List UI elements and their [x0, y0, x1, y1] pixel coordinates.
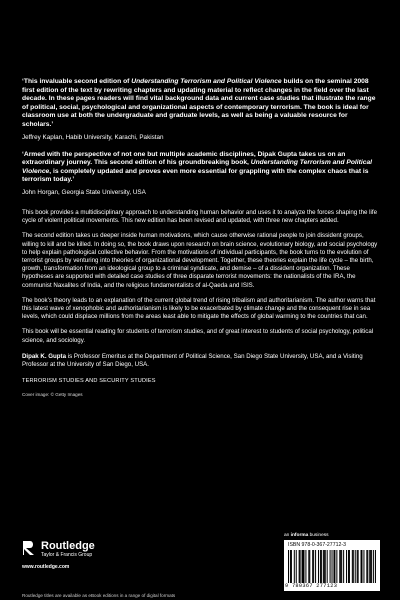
barcode-bar [339, 550, 340, 583]
barcode-bar [309, 550, 310, 583]
author-bio-text: is Professor Emeritus at the Department of Political Science, San Diego State University, USA, and a Visiting Professor at the University of San Diego, USA. [22, 352, 363, 368]
author-bio [22, 353, 378, 369]
isbn-label: ISBN 978-0-367-27712-3 [288, 542, 346, 548]
cover-image-credit: Cover image: © Getty Images [22, 392, 83, 398]
quote-text-part: ‘Armed with the perspective of not one but multiple academic disciplines, Dipak Gupta takes us on an extraordinary journey. This second edition of his groundbreaking book, [22, 150, 346, 167]
barcode-bar [321, 550, 322, 583]
quote-text-part: , is completely updated and proves even more essential for grappling with the complex chaos that is terrorism today.’ [22, 167, 369, 184]
barcode-bar [294, 550, 295, 583]
barcode-bar [361, 550, 362, 583]
barcode-bar [363, 550, 364, 583]
barcode-icon [288, 550, 376, 583]
quote-text-part: builds on the seminal 2008 first edition of the text by rewriting chapters and updating material to reflect changes in the field over the last decade. In these pages readers will find vital background data and current case studies that illustrate the range of political, social, psychological and organizational aspects of contemporary terrorism. The book is ideal for classroom use at both the undergraduate and graduate levels, as well as being a valuable resource for scholars.’ [22, 78, 376, 128]
description-paragraph-2: The second edition takes us deeper inside human motivations, which cause otherwise rational people to join dissident groups, willing to kill and be killed. In doing so, the book draws upon research on brain science, evolutionary biology, and social psychology to help explain pathological collective behavior. From the motivations of individual participants, the book turns to the evolution of terrorist groups by venturing into theories of organizational development. Together, these theories explain the life cycle – the birth, growth, transformation from an ideological group to a criminal syndicate, and demise – of a dissident organization. These hypotheses are supported with detailed case studies of three disparate terrorist movements: the nationalists of the IRA, the communist Naxalites of India, and the religious fundamentalists of al-Qaeda and ISIS. [22, 232, 378, 289]
ebook-note: Routledge titles are available as eBook editions in a range of digital formats [22, 593, 176, 598]
barcode-bar [288, 550, 289, 583]
barcode-bar [303, 550, 304, 583]
barcode-bar [296, 550, 297, 583]
publisher-name: Routledge [41, 540, 95, 552]
quote-attribution: Jeffrey Kaplan, Habib University, Karachi, Pakistan [22, 133, 164, 141]
endorsement-quote-1 [22, 78, 378, 142]
barcode-bar [375, 550, 376, 583]
barcode-bar [373, 550, 374, 583]
barcode-bar [369, 550, 370, 583]
informa-brand: informa [290, 533, 309, 538]
quote-book-title: Understanding Terrorism and Political Violence [131, 78, 282, 85]
barcode-bar [366, 550, 367, 583]
quote-text [22, 151, 378, 185]
publisher-url: www.routledge.com [22, 564, 70, 570]
endorsement-quote-2 [22, 151, 378, 197]
barcode-bar [315, 550, 316, 583]
barcode-bar [327, 550, 328, 583]
barcode-bar [357, 550, 358, 583]
barcode-bar [333, 550, 334, 583]
barcode-bar [352, 550, 353, 583]
barcode-bar [313, 550, 314, 583]
barcode-bar [330, 550, 331, 583]
isbn-barcode-box [284, 540, 380, 591]
barcode-bar [346, 550, 347, 583]
barcode-bar [370, 550, 371, 583]
barcode-bar [343, 550, 344, 583]
barcode-bar [358, 550, 359, 583]
quote-book-title: Understanding Terrorism and Political Violence [22, 159, 373, 175]
barcode-bar [371, 550, 372, 583]
publisher-block [22, 540, 95, 570]
barcode-bar [318, 550, 319, 583]
barcode-bar [324, 550, 325, 583]
quote-text-part: ‘This invaluable second edition of [22, 78, 132, 85]
barcode-bar [320, 550, 321, 583]
barcode-bar [302, 550, 303, 583]
informa-suffix: business [308, 533, 329, 538]
routledge-logo-icon [22, 540, 36, 556]
quote-attribution: John Horgan, Georgia State University, USA [22, 188, 146, 196]
barcode-bar [332, 550, 333, 583]
barcode-bar [341, 550, 342, 583]
footer [0, 533, 400, 600]
barcode-bar [353, 550, 354, 583]
barcode-bar [312, 550, 313, 583]
series-name: TERRORISM STUDIES AND SECURITY STUDIES [22, 378, 156, 385]
barcode-bar [308, 550, 309, 583]
author-name: Dipak K. Gupta [22, 352, 67, 360]
barcode-bar [355, 550, 356, 583]
barcode-bar [323, 550, 324, 583]
description-paragraph-3: The book’s theory leads to an explanation of the current global trend of rising tribalism and authoritarianism. The author warns that this latest wave of xenophobic and authoritarianism is likely to be exacerbated by climate change and the consequent rise in sea levels, which could displace millions from the areas least able to mitigate the effects of global warming to the countries that can. [22, 296, 376, 321]
barcode-bar [305, 550, 306, 583]
barcode-bar [348, 550, 349, 583]
barcode-bar [291, 550, 292, 583]
description-paragraph-4: This book will be essential reading for students of terrorism studies, and of great interest to students of social psychology, political science, and sociology. [22, 328, 374, 344]
barcode-bar [303, 550, 304, 583]
barcode-bar [325, 550, 326, 583]
barcode-bar [299, 550, 300, 583]
barcode-bar [336, 550, 337, 583]
barcode-bar [300, 550, 301, 583]
barcode-bar [334, 550, 335, 583]
quote-text [22, 78, 378, 130]
barcode-bar [290, 550, 291, 583]
barcode-bar [367, 550, 368, 583]
barcode-digits: 9 780367 277123 [285, 583, 338, 589]
description-paragraph-1: This book provides a multidisciplinary approach to understanding human behavior and uses it to analyze the forces shaping the life cycle of violent political movements. This new edition has been revised and updated, with three new chapters added. [22, 208, 378, 225]
barcode-bar [340, 550, 341, 583]
publisher-subtitle: Taylor & Francis Group [41, 552, 93, 558]
barcode-bar [349, 550, 350, 583]
informa-prefix: an [284, 533, 291, 538]
informa-tagline [284, 533, 329, 538]
barcode-bar [361, 550, 362, 583]
